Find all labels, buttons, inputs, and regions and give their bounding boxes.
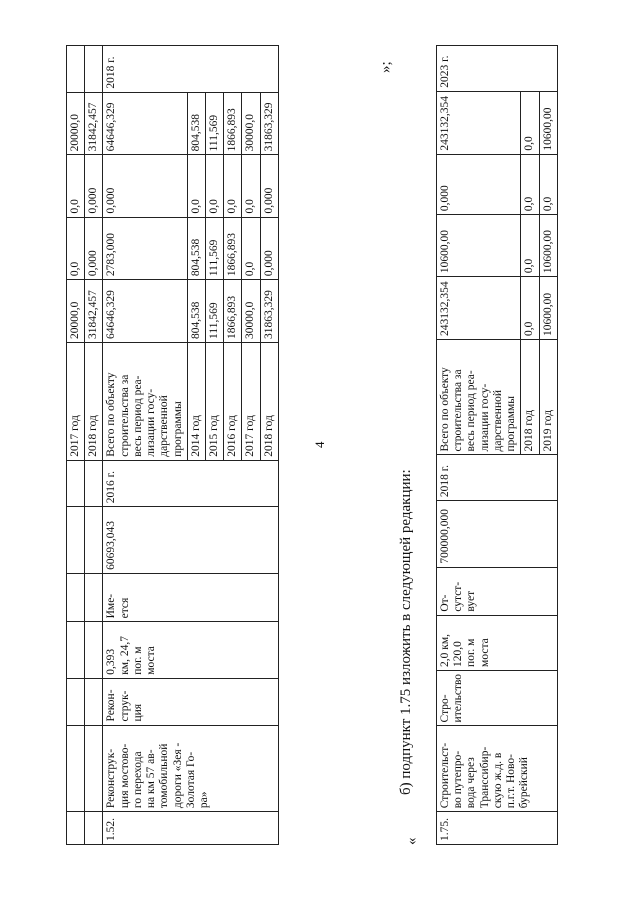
value-federal-cell: 0,0 [242, 155, 260, 217]
value-other-cell: 20000,0 [67, 92, 85, 155]
empty-cell [67, 812, 85, 845]
table-row [67, 46, 85, 845]
period-cell: 2017 год [242, 342, 260, 460]
item-docs: От- сутст- вует [437, 567, 558, 615]
empty-cell [67, 46, 85, 93]
item-end-year: 2018 г. [103, 46, 278, 93]
item-number: 1.75. [437, 812, 558, 845]
value-regional-cell: 0,0 [521, 215, 539, 277]
value-total-cell: 30000,0 [242, 280, 260, 343]
item-type: Рекон- струк- ция [103, 678, 278, 725]
value-total-cell: 31842,457 [85, 280, 103, 343]
value-federal-cell: 0,0 [521, 154, 539, 215]
value-federal-cell: 0,000 [103, 155, 187, 217]
value-regional-cell: 2783,000 [103, 217, 187, 280]
empty-cell [85, 725, 103, 812]
value-regional-cell: 0,0 [242, 217, 260, 280]
value-other-cell: 31842,457 [85, 92, 103, 155]
period-cell: 2018 год [85, 342, 103, 460]
period-cell: 2016 год [224, 342, 242, 460]
value-regional-cell: 804,538 [187, 217, 205, 280]
value-federal-cell: 0,0 [224, 155, 242, 217]
table-row [103, 46, 187, 845]
value-regional-cell: 10600,00 [539, 215, 557, 277]
value-federal-cell: 0,0 [205, 155, 223, 217]
value-total-cell: 31863,329 [260, 280, 278, 343]
objects-table-upper [66, 45, 279, 845]
objects-table-lower [436, 45, 558, 845]
value-other-cell: 30000,0 [242, 92, 260, 155]
item-type: Стро- ительство [437, 670, 558, 726]
value-federal-cell: 0,000 [85, 155, 103, 217]
value-total-cell: 1866,893 [224, 280, 242, 343]
value-other-cell: 243132,354 [437, 91, 521, 154]
value-other-cell: 31863,329 [260, 92, 278, 155]
value-other-cell: 804,538 [187, 92, 205, 155]
period-cell: Всего по объекту строительства за весь период реа- лизации госу- дарственной программы [437, 339, 521, 455]
value-regional-cell: 0,0 [67, 217, 85, 280]
period-cell: 2014 год [187, 342, 205, 460]
value-other-cell: 0,0 [521, 91, 539, 154]
item-name: Реконструк- ция мостово- го перехода на км 57 ав- томобильной дороги «Зея - Золотая Го- ра» [103, 725, 278, 812]
item-start-year: 2018 г. [437, 455, 558, 501]
empty-cell [67, 622, 85, 678]
period-cell: 2018 год [521, 339, 539, 455]
item-number: 1.52. [103, 812, 278, 845]
page-number: 4 [312, 441, 327, 448]
empty-cell [85, 573, 103, 622]
period-cell: 2015 год [205, 342, 223, 460]
item-cost: 60693,043 [103, 507, 278, 574]
empty-cell [85, 46, 103, 93]
value-total-cell: 20000,0 [67, 280, 85, 343]
value-federal-cell: 0,000 [437, 154, 521, 215]
empty-cell [67, 678, 85, 725]
empty-cell [85, 678, 103, 725]
period-cell: Всего по объекту строительства за весь период реа- лизации госу- дарственной программы [103, 342, 187, 460]
empty-cell [67, 725, 85, 812]
empty-cell [85, 507, 103, 574]
empty-cell [67, 573, 85, 622]
value-federal-cell: 0,000 [260, 155, 278, 217]
item-docs: Име- ется [103, 573, 278, 622]
value-other-cell: 1866,893 [224, 92, 242, 155]
value-regional-cell: 10600,00 [437, 215, 521, 277]
item-capacity: 0,393 км, 24,7 пог. м моста [103, 622, 278, 678]
value-federal-cell: 0,0 [67, 155, 85, 217]
item-start-year: 2016 г. [103, 460, 278, 507]
period-cell: 2017 год [67, 342, 85, 460]
empty-cell [85, 460, 103, 507]
period-cell: 2019 год [539, 339, 557, 455]
value-regional-cell: 0,000 [85, 217, 103, 280]
empty-cell [67, 507, 85, 574]
value-total-cell: 64646,329 [103, 280, 187, 343]
value-total-cell: 111,569 [205, 280, 223, 343]
value-total-cell: 10600,00 [539, 277, 557, 340]
empty-cell [67, 460, 85, 507]
item-end-year: 2023 г. [437, 46, 558, 92]
item-name: Строительст- во путепро- вода через Транссибир- скую ж.д. в п.г.т. Ново- бурейский [437, 726, 558, 812]
value-total-cell: 804,538 [187, 280, 205, 343]
value-regional-cell: 1866,893 [224, 217, 242, 280]
item-cost: 700000,000 [437, 501, 558, 568]
empty-cell [85, 812, 103, 845]
value-other-cell: 10600,00 [539, 91, 557, 154]
value-regional-cell: 0,000 [260, 217, 278, 280]
empty-cell [85, 622, 103, 678]
value-other-cell: 64646,329 [103, 92, 187, 155]
value-regional-cell: 111,569 [205, 217, 223, 280]
value-federal-cell: 0,0 [187, 155, 205, 217]
period-cell: 2018 год [260, 342, 278, 460]
opening-quote: « [404, 837, 420, 845]
value-total-cell: 243132,354 [437, 277, 521, 340]
value-federal-cell: 0,0 [539, 154, 557, 215]
table-row [437, 46, 521, 845]
value-other-cell: 111,569 [205, 92, 223, 155]
value-total-cell: 0,0 [521, 277, 539, 340]
table-row [85, 46, 103, 845]
closing-quote: »; [378, 61, 394, 73]
instruction-paragraph: б) подпункт 1.75 изложить в следующей редакции: [398, 469, 414, 795]
item-capacity: 2,0 км, 120,0 пог. м моста [437, 615, 558, 670]
